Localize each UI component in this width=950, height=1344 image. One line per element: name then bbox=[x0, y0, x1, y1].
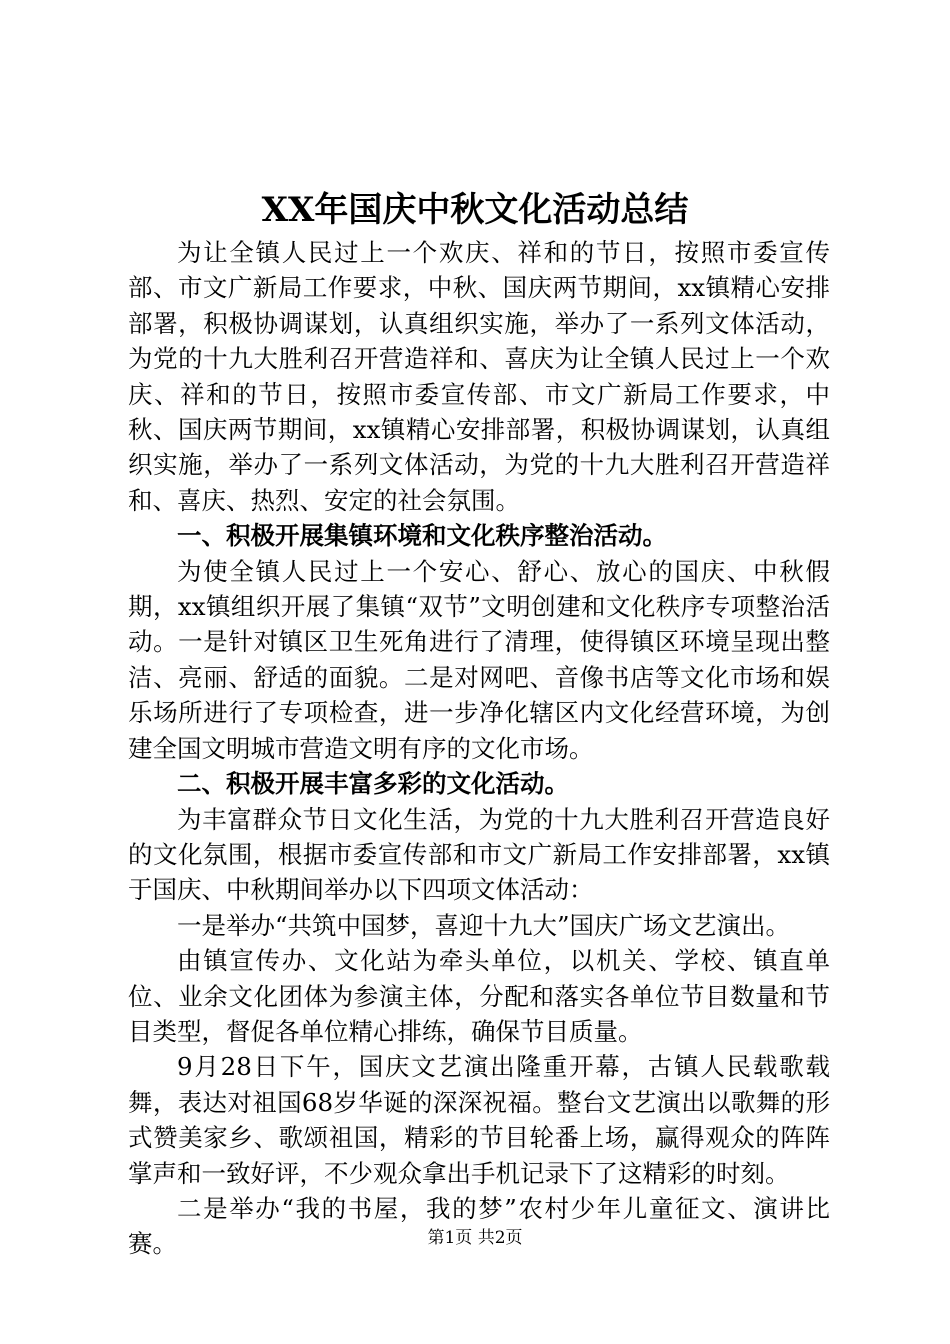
paragraph-activity-1: 一是举办“共筑中国梦，喜迎十九大”国庆广场文艺演出。 bbox=[177, 910, 791, 940]
paragraph-section-2-intro: 为丰富群众节日文化生活，为党的十九大胜利召开营造良好的文化氛围，根据市委宣传部和市文广新局工作安排部署，xx镇于国庆、中秋期间举办以下四项文体活动： bbox=[128, 804, 830, 905]
paragraph-intro: 为让全镇人民过上一个欢庆、祥和的节日，按照市委宣传部、市文广新局工作要求，中秋、国庆两节期间，xx镇精心安排部署，积极协调谋划，认真组织实施，举办了一系列文体活动，为党的十九大胜利召开营造祥和、喜庆为让全镇人民过上一个欢庆、祥和的节日，按照市委宣传部、市文广新局工作要求，中秋、国庆两节期间，xx镇精心安排部署，积极协调谋划，认真组织实施，举办了一系列文体活动，为党的十九大胜利召开营造祥和、喜庆、热烈、安定的社会氛围。 bbox=[128, 238, 830, 515]
paragraph-activity-2: 二是举办“我的书屋，我的梦”农村少年儿童征文、演讲比赛。 bbox=[128, 1193, 830, 1259]
paragraph-section-1: 为使全镇人民过上一个安心、舒心、放心的国庆、中秋假期，xx镇组织开展了集镇“双节”文明创建和文化秩序专项整治活动。一是针对镇区卫生死角进行了清理，使得镇区环境呈现出整洁、亮丽、舒适的面貌。二是对网吧、音像书店等文化市场和娱乐场所进行了专项检查，进一步净化辖区内文化经营环境，为创建全国文明城市营造文明有序的文化市场。 bbox=[128, 556, 830, 763]
paragraph-activity-1-organizers: 由镇宣传办、文化站为牵头单位，以机关、学校、镇直单位、业余文化团体为参演主体，分配和落实各单位节目数量和节目类型，督促各单位精心排练，确保节目质量。 bbox=[128, 946, 830, 1046]
paragraph-activity-1-performance: 9月28日下午，国庆文艺演出隆重开幕，古镇人民载歌载舞，表达对祖国68岁华诞的深深祝福。整台文艺演出以歌舞的形式赞美家乡、歌颂祖国，精彩的节目轮番上场，赢得观众的阵阵掌声和一致好评，不少观众拿出手机记录下了这精彩的时刻。 bbox=[128, 1052, 830, 1188]
document-body bbox=[128, 235, 830, 1262]
page-number-footer: 第1页 共2页 bbox=[427, 1228, 523, 1248]
document-title: XX年国庆中秋文化活动总结 bbox=[261, 190, 689, 230]
section-heading-2: 二、积极开展丰富多彩的文化活动。 bbox=[177, 769, 569, 799]
section-heading-1: 一、积极开展集镇环境和文化秩序整治活动。 bbox=[177, 521, 667, 551]
